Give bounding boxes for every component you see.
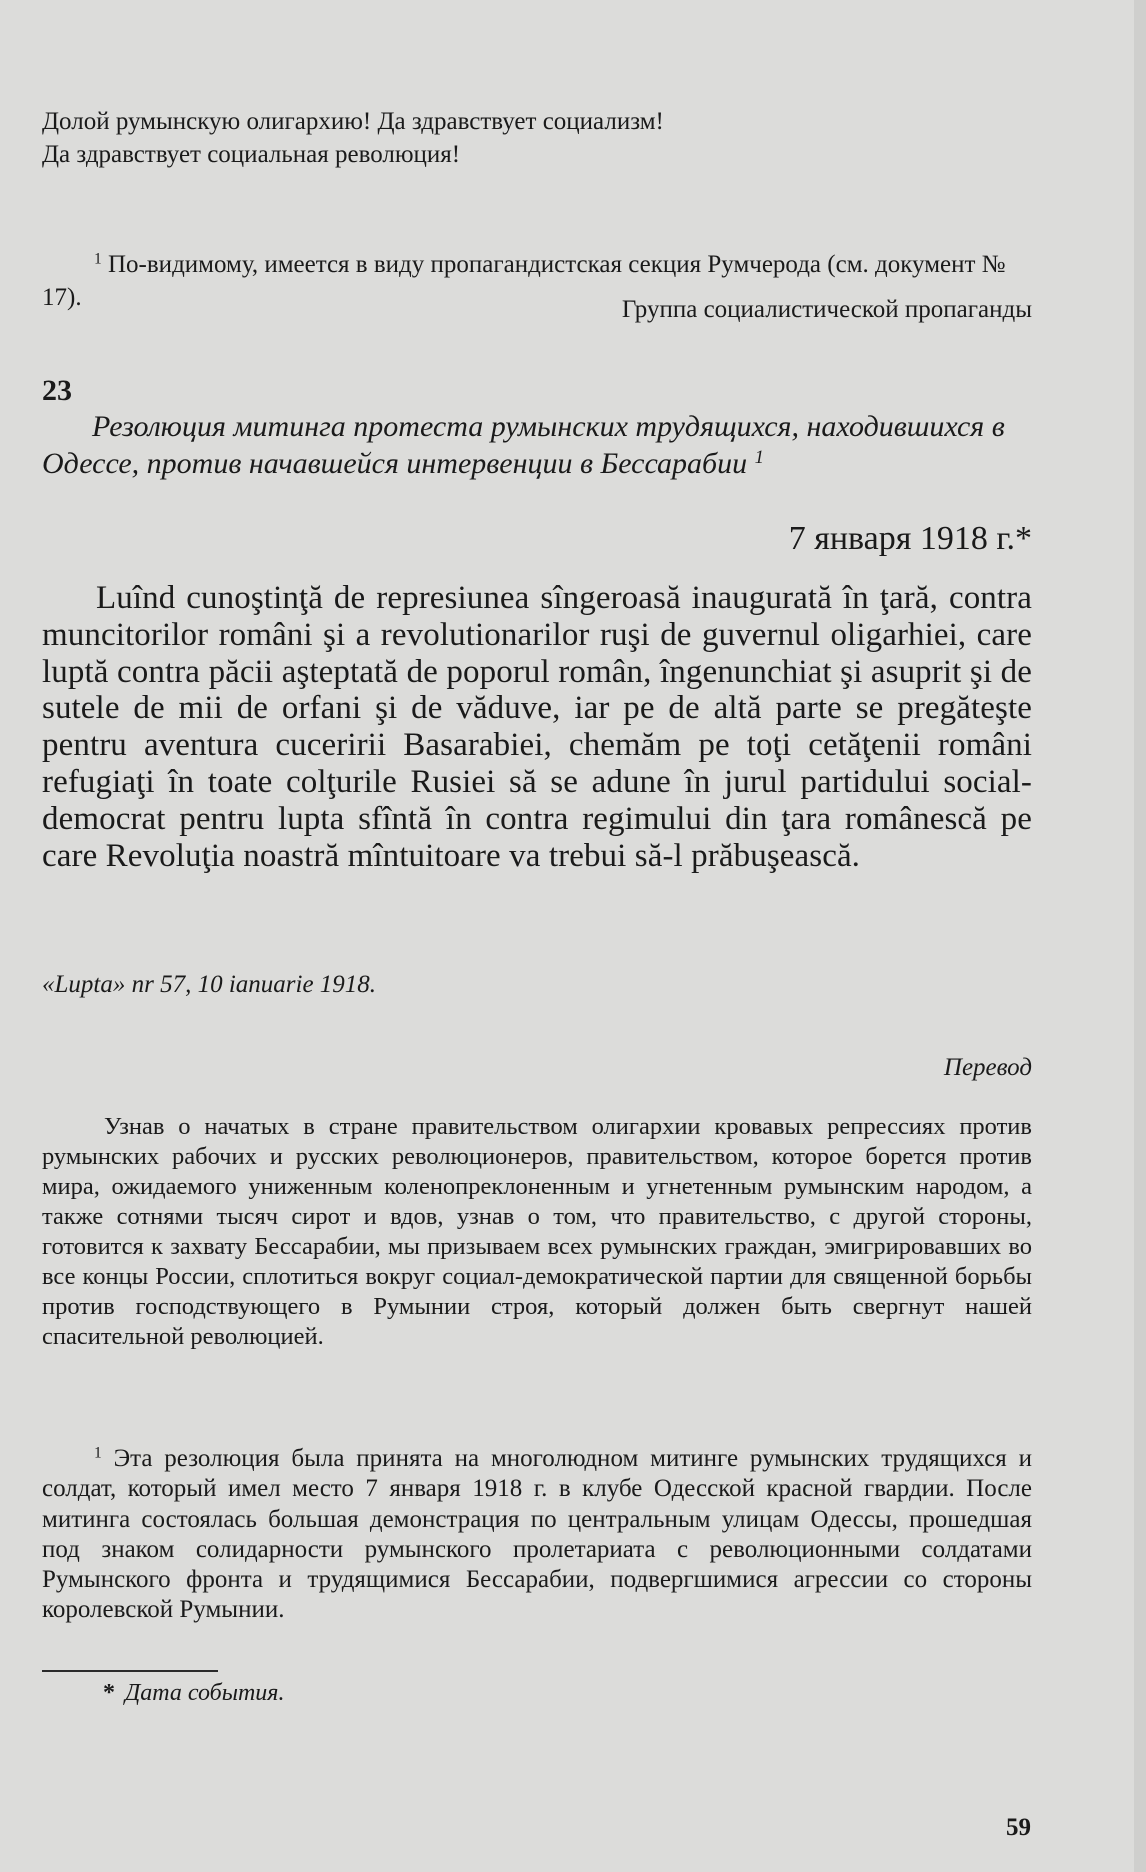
footnote-text: По-видимому, имеется в виду пропагандистская секция Румчерода (см. документ № 17). — [42, 251, 1006, 311]
document-title — [42, 408, 1032, 482]
footnote-marker: 1 — [94, 250, 102, 268]
footnote-divider — [42, 1670, 218, 1672]
footnote-text: Эта резолюция была принята на многолюдном митинге румынских трудящихся и солдат, который имел место 7 января 1918 г. в клубе Одесской красной гвардии. После митинга состоялась большая демонстрация по центральным улицам Одессы, прошедшая под знаком солидарности румынского пролетариата с революционными солдатами Румынского фронта и трудящимися Бессарабии, подвергшимися агрессии со стороны королевской Румынии. — [42, 1445, 1032, 1624]
document-number: 23 — [42, 374, 72, 407]
footnote-previous — [42, 248, 1032, 314]
footnote-marker: 1 — [94, 1444, 102, 1462]
date-note — [103, 1680, 284, 1707]
date-note-marker: * — [103, 1680, 115, 1706]
source-citation: «Lupta» nr 57, 10 ianuarie 1918. — [42, 971, 377, 998]
translation-label: Перевод — [943, 1054, 1032, 1081]
title-footnote-marker: 1 — [754, 446, 764, 468]
date-note-text: Дата события. — [125, 1680, 285, 1706]
page-edge — [1134, 0, 1146, 1872]
slogan-line-1: Долой румынскую олигархию! Да здравствует социализм! — [42, 108, 664, 135]
document-date: 7 января 1918 г.* — [788, 520, 1032, 557]
slogan-line-2: Да здравствует социальная революция! — [42, 141, 461, 168]
footnote-document — [42, 1444, 1032, 1626]
translation-text: Узнав о начатых в стране правительством олигархии кровавых репрессиях против румынских рабочих и русских революционеров, правительством, которое борется против мира, ожидаемого униженным коленопреклоненным и угнетенным румынским народом, а также сотнями тысяч сирот и вдов, узнав о том, что правительство, с другой стороны, готовится к захвату Бессарабии, мы призываем всех румынских граждан, эмигрировавших во все концы России, сплотиться вокруг социал-демократической партии для священной борьбы против господствующего в Румынии строя, который должен быть свергнут нашей спасительной революцией. — [42, 1113, 1032, 1350]
signature: Группа социалистической пропаганды — [621, 296, 1032, 323]
romanian-resolution-text: Luînd cunoştinţă de represiunea sîngeroasă inaugurată în ţară, contra muncitorilor români şi a revolutionarilor ruşi de guvernul oligarhiei, care luptă contra păcii aşteptată de poporul român, îngenunchiat şi asuprit şi de sutele de mii de orfani şi de văduve, iar pe de altă parte se pregăteşte pentru aventura cuceririi Basarabiei, chemăm pe toţi cetăţenii români refugiaţi în toate colţurile Rusiei să se adune în jurul partidului social-democrat pentru lupta sfîntă în contra regimului din ţara românescă pe care Revoluţia noastră mîntuitoare va trebui să-l prăbuşească. — [42, 580, 1032, 874]
page-number: 59 — [1006, 1814, 1031, 1841]
document-title-text: Резолюция митинга протеста румынских трудящихся, находившихся в Одессе, против начавшейся интервенции в Бессарабии — [42, 410, 1005, 480]
